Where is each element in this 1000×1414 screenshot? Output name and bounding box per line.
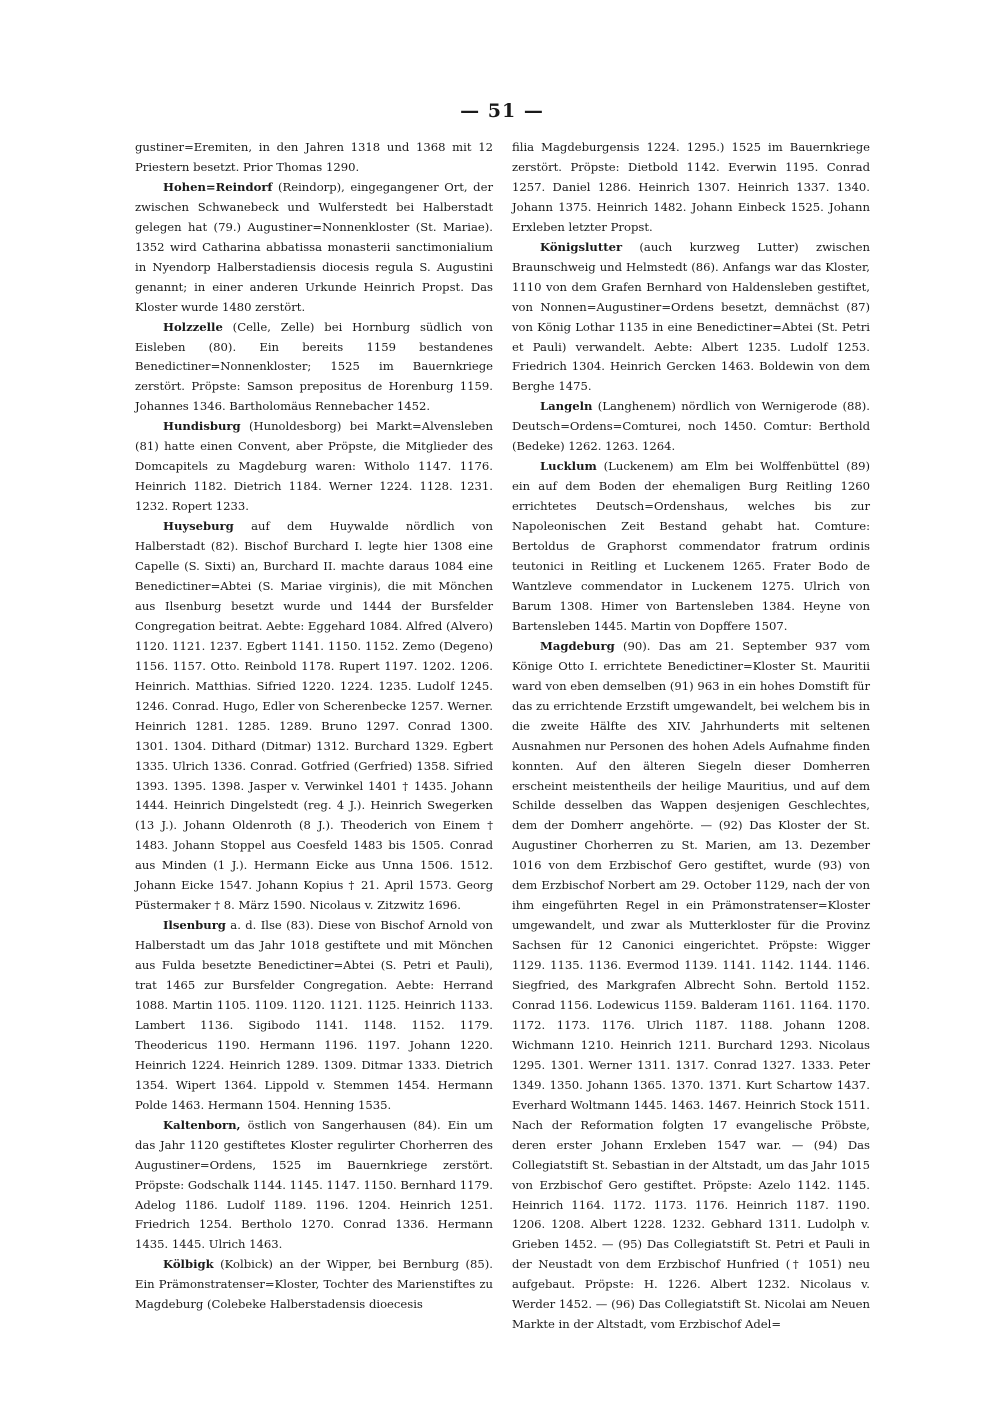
entry-hundisburg: Hundisburg (Hunoldesborg) bei Markt=Alvensleben (81) hatte einen Convent, aber Pröpste, die Mitglieder des Domcapitels zu Magdeburg waren: Witholo 1147. 1176. Heinrich 1182. Dietrich 1184. Werner 1224. 1128. 1231. 1232. Ropert 1233. (135, 419, 493, 514)
page-number: — 51 — (460, 100, 544, 122)
entry-koelbigk: Kölbigk (Kolbick) an der Wipper, bei Bernburg (85). Ein Prämonstratenser=Kloster, Tochter des Marienstiftes zu Magdeburg (Colebeke Halberstadensis dioecesis (135, 1257, 493, 1312)
left-column (135, 138, 493, 1315)
entry-kaltenborn: Kaltenborn, östlich von Sangerhausen (84). Ein um das Jahr 1120 gestiftetes Kloster regulirter Chorherren des Augustiner=Ordens, 1525 im Bauernkriege zerstört. Pröpste: Godschalk 1144. 1145. 1147. 1150. Bernhard 1179. Adelog 1186. Ludolf 1189. 1196. 1204. Heinrich 1251. Friedrich 1254. Bertholo 1270. Conrad 1336. Hermann 1435. 1445. Ulrich 1463. (135, 1117, 493, 1252)
entry-hohen-reindorf: Hohen=Reindorf (Reindorp), eingegangener Ort, der zwischen Schwanebeck und Wulferstedt bei Halberstadt gelegen hat (79.) Augustiner=Nonnenkloster (St. Mariae). 1352 wird Catharina abbatissa monasterii sanctimonialium in Nyendorp Halberstadiensis diocesis regula S. Augustini genannt; in einer anderen Urkunde Heinrich Propst. Das Kloster wurde 1480 zerstört. (135, 179, 493, 314)
entry-magdeburg: Magdeburg (90). Das am 21. September 937 vom Könige Otto I. errichtete Benedictiner=Kloster St. Mauritii ward von eben demselben (91) 963 in ein hohes Domstift für das zu errichtende Erzstift umgewandelt, bei welchem bis in die zweite Hälfte des XIV. Jahrhunderts mit seltenen Ausnahmen nur Personen des hohen Adels Aufnahme finden konnten. Auf den älteren Siegeln dieser Domherren erscheint meistentheils der heilige Mauritius, und auf dem Schilde desselben das Wappen desjenigen Geschlechtes, dem der Domherr angehörte. — (92) Das Kloster der St. Augustiner Chorherren zu St. Marien, am 13. Dezember 1016 von dem Erzbischof Gero gestiftet, wurde (93) von dem Erzbischof Norbert am 29. October 1129, nach der von ihm eingeführten Regel in ein Prämonstratenser=Kloster umgewandelt, und zwar als Mutterkloster für die Provinz Sachsen für 12 Canonici eingerichtet. Pröpste: Wigger 1129. 1135. 1136. Evermod 1139. 1141. 1142. 1144. 1146. Siegfried, des Markgrafen Albrecht Sohn. Bertold 1152. Conrad 1156. Lodewicus 1159. Balderam 1161. 1164. 1170. 1172. 1173. 1176. Ulrich 1187. 1188. Johann 1208. Wichmann 1210. Heinrich 1211. Burchard 1293. Nicolaus 1295. 1301. Werner 1311. 1317. Conrad 1327. 1333. Peter 1349. 1350. Johann 1365. 1370. 1371. Kurt Schartow 1437. Everhard Woltmann 1445. 1463. 1467. Heinrich Stock 1511. Nach der Reformation folgten 17 evangelische Pröbste, deren erster Johann Erxleben 1547 war. — (94) Das Collegiatstift St. Sebastian in der Altstadt, um das Jahr 1015 von Erzbischof Gero gestiftet. Pröpste: Azelo 1142. 1145. Heinrich 1164. 1172. 1173. 1176. Heinrich 1187. 1190. 1206. 1208. Albert 1228. 1232. Gebhard 1311. Ludolph v. Grieben 1452. — (95) Das Collegiatstift St. Petri et Pauli in der Neustadt von dem Erzbischof Hunfried († 1051) neu aufgebaut. Pröpste: H. 1226. Albert 1232. Nicolaus v. Werder 1452. — (96) Das Collegiatstift St. Nicolai am Neuen Markte in der Altstadt, vom Erzbischof Adel= (512, 638, 870, 1332)
entry-langeln: Langeln (Langhenem) nördlich von Wernigerode (88). Deutsch=Ordens=Comturei, noch 1450. Comtur: Berthold (Bedeke) 1262. 1263. 1264. (512, 399, 870, 454)
entry-lucklum: Lucklum (Luckenem) am Elm bei Wolffenbüttel (89) ein auf dem Boden der ehemaligen Burg Reitling 1260 errichtetes Deutsch=Ordenshaus, welches bis zur Napoleonischen Zeit Bestand gehabt hat. Comture: Bertoldus de Graphorst commendator fratrum ordinis teutonici in Reitling et Luckenem 1265. Frater Bodo de Wantzleve commendator in Luckenem 1275. Ulrich von Barum 1308. Himer von Bartensleben 1384. Heyne von Bartensleben 1445. Martin von Dopffere 1507. (512, 459, 870, 633)
entry-continuation: gustiner=Eremiten, in den Jahren 1318 und 1368 mit 12 Priestern besetzt. Prior Thomas 1290. (135, 140, 493, 174)
entry-holzzelle: Holzzelle (Celle, Zelle) bei Hornburg südlich von Eisleben (80). Ein bereits 1159 bestandenes Benedictiner=Nonnenkloster; 1525 im Bauernkriege zerstört. Pröpste: Samson prepositus de Horenburg 1159. Johannes 1346. Bartholomäus Rennebacher 1452. (135, 319, 493, 414)
right-column (512, 138, 870, 1335)
entry-continuation: filia Magdeburgensis 1224. 1295.) 1525 im Bauernkriege zerstört. Pröpste: Dietbold 1142. Everwin 1195. Conrad 1257. Daniel 1286. Heinrich 1307. Heinrich 1337. 1340. Johann 1375. Heinrich 1482. Johann Einbeck 1525. Johann Erxleben letzter Propst. (512, 140, 870, 234)
entry-koenigslutter: Königslutter (auch kurzweg Lutter) zwischen Braunschweig und Helmstedt (86). Anfangs war das Kloster, 1110 von dem Grafen Bernhard von Haldensleben gestiftet, von Nonnen=Augustiner=Ordens besetzt, demnächst (87) von König Lothar 1135 in eine Benedictiner=Abtei (St. Petri et Pauli) verwandelt. Aebte: Albert 1235. Ludolf 1253. Friedrich 1304. Heinrich Gercken 1463. Boldewin von dem Berghe 1475. (512, 239, 870, 394)
entry-huyseburg: Huyseburg auf dem Huywalde nördlich von Halberstadt (82). Bischof Burchard I. legte hier 1308 eine Capelle (S. Sixti) an, Burchard II. machte daraus 1084 eine Benedictiner=Abtei (S. Mariae virginis), die mit Mönchen aus Ilsenburg besetzt wurde und 1444 der Bursfelder Congregation beitrat. Aebte: Eggehard 1084. Alfred (Alvero) 1120. 1121. 1237. Egbert 1141. 1150. 1152. Zemo (Degeno) 1156. 1157. Otto. Reinbold 1178. Rupert 1197. 1202. 1206. Heinrich. Matthias. Sifried 1220. 1224. 1235. Ludolf 1245. 1246. Conrad. Hugo, Edler von Scherenbecke 1257. Werner. Heinrich 1281. 1285. 1289. Bruno 1297. Conrad 1300. 1301. 1304. Dithard (Ditmar) 1312. Burchard 1329. Egbert 1335. Ulrich 1336. Conrad. Gotfried (Gerfried) 1358. Sifried 1393. 1395. 1398. Jasper v. Verwinkel 1401 † 1435. Johann 1444. Heinrich Dingelstedt (reg. 4 J.). Heinrich Swegerken (13 J.). Johann Oldenroth (8 J.). Theoderich von Einem † 1483. Johann Stoppel aus Coesfeld 1483 bis 1505. Conrad aus Minden (1 J.). Hermann Eicke aus Unna 1506. 1512. Johann Eicke 1547. Johann Kopius † 21. April 1573. Georg Püstermaker † 8. März 1590. Nicolaus v. Zitzwitz 1696. (135, 519, 493, 913)
entry-ilsenburg: Ilsenburg a. d. Ilse (83). Diese von Bischof Arnold von Halberstadt um das Jahr 1018 gestiftete und mit Mönchen aus Fulda besetzte Benedictiner=Abtei (S. Petri et Pauli), trat 1465 zur Bursfelder Congregation. Aebte: Herrand 1088. Martin 1105. 1109. 1120. 1121. 1125. Heinrich 1133. Lambert 1136. Sigibodo 1141. 1148. 1152. 1179. Theodericus 1190. Hermann 1196. 1197. Johann 1220. Heinrich 1224. Heinrich 1289. 1309. Ditmar 1333. Dietrich 1354. Wipert 1364. Lippold v. Stemmen 1454. Hermann Polde 1463. Hermann 1504. Henning 1535. (135, 918, 493, 1112)
